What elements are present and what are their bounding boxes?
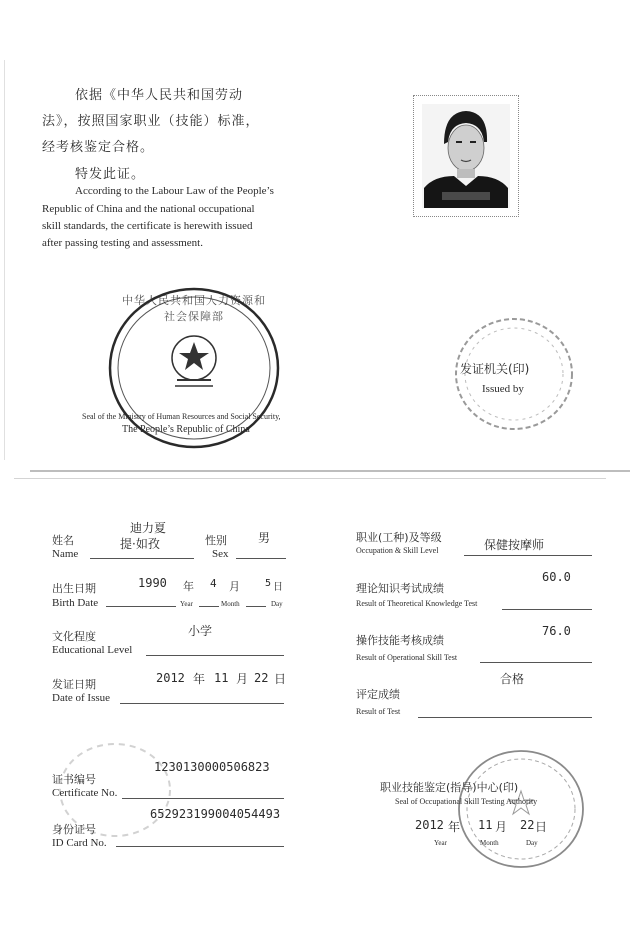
- occupation-label-en: Occupation & Skill Level: [356, 546, 439, 555]
- birth-label-en: Birth Date: [52, 597, 99, 609]
- skill-underline: [480, 662, 592, 663]
- theory-label-cn: 理论知识考试成绩: [356, 582, 444, 595]
- sex-label-en: Sex: [212, 548, 229, 560]
- skill-label-en: Result of Operational Skill Test: [356, 653, 458, 662]
- legal-basis-line-3: 经考核鉴定合格。: [42, 140, 155, 155]
- authority-month-cn: 月: [495, 820, 508, 834]
- education-label-cn: 文化程度: [52, 630, 96, 643]
- en-statement-line-4: after passing testing and assessment.: [42, 237, 203, 249]
- issue-day-value: 22: [254, 671, 269, 685]
- name-label-en: Name: [52, 548, 79, 560]
- evaluation-value: 合格: [500, 672, 525, 686]
- birth-year-en: Year: [180, 600, 193, 608]
- holder-photo: [413, 95, 519, 217]
- en-statement-line-2: Republic of China and the national occupational: [42, 203, 255, 215]
- authority-day-value: 22: [520, 818, 535, 832]
- issue-month-cn: 月: [236, 672, 249, 686]
- id-card-underline: [116, 846, 284, 847]
- id-card-value: 652923199004054493: [150, 807, 281, 821]
- education-underline: [146, 655, 284, 656]
- legal-basis-line-1: 依据《中华人民共和国劳动: [75, 88, 244, 103]
- cert-no-label-cn: 证书编号: [52, 773, 96, 786]
- authority-month-en: Month: [480, 839, 499, 847]
- skill-value: 76.0: [542, 624, 571, 638]
- issue-date-label-cn: 发证日期: [52, 678, 96, 691]
- authority-day-cn: 日: [535, 820, 548, 834]
- birth-day-cn: 日: [273, 582, 283, 593]
- authority-year-en: Year: [434, 839, 447, 847]
- authority-label-cn: 职业技能鉴定(指导)中心(印): [380, 781, 519, 794]
- birth-year-cn: 年: [183, 580, 194, 593]
- birth-month-value: 4: [210, 577, 217, 590]
- issue-date-label-en: Date of Issue: [52, 692, 111, 704]
- name-label-cn: 姓名: [52, 534, 74, 547]
- birth-day-underline: [246, 606, 266, 607]
- authority-year-value: 2012: [415, 818, 444, 832]
- ministry-seal-caption-1: Seal of the Ministry of Human Resources and Social Security,: [82, 412, 281, 421]
- sex-underline: [236, 558, 286, 559]
- name-underline: [90, 558, 194, 559]
- skill-label-cn: 操作技能考核成绩: [356, 634, 444, 647]
- person-portrait-icon: [414, 96, 518, 216]
- theory-label-en: Result of Theoretical Knowledge Test: [356, 599, 478, 608]
- name-value-line-1: 迪力夏: [130, 521, 167, 535]
- id-card-label-en: ID Card No.: [52, 837, 107, 849]
- en-statement-line-3: skill standards, the certificate is herewith issued: [42, 220, 253, 232]
- birth-day-en: Day: [271, 600, 283, 608]
- birth-label-cn: 出生日期: [52, 582, 96, 595]
- evaluation-label-cn: 评定成绩: [356, 688, 400, 701]
- sex-label-cn: 性别: [205, 534, 227, 547]
- issue-day-cn: 日: [274, 672, 287, 686]
- issue-year-cn: 年: [193, 672, 206, 686]
- birth-month-cn: 月: [229, 580, 240, 593]
- left-edge-line: [4, 60, 5, 460]
- id-card-label-cn: 身份证号: [52, 823, 96, 836]
- birth-year-underline: [106, 606, 176, 607]
- issue-statement: 特发此证。: [75, 167, 146, 182]
- theory-value: 60.0: [542, 570, 571, 584]
- authority-label-en: Seal of Occupational Skill Testing Authority: [395, 797, 538, 806]
- birth-month-underline: [199, 606, 219, 607]
- page-fold-line-lower: [14, 478, 606, 479]
- issuer-label-cn: 发证机关(印): [460, 362, 530, 376]
- evaluation-underline: [418, 717, 592, 718]
- page-fold-line: [30, 470, 630, 472]
- authority-seal: [454, 746, 588, 872]
- theory-underline: [502, 609, 592, 610]
- legal-basis-line-2: 法》，按照国家职业（技能）标准，: [42, 114, 260, 129]
- occupation-value: 保健按摩师: [484, 538, 545, 552]
- name-value-line-2: 提·如孜: [120, 537, 160, 551]
- education-value: 小学: [188, 624, 213, 638]
- sex-value: 男: [258, 531, 271, 545]
- birth-year-value: 1990: [138, 576, 167, 590]
- authority-month-value: 11: [478, 818, 493, 832]
- issue-date-underline: [120, 703, 284, 704]
- evaluation-label-en: Result of Test: [356, 707, 401, 716]
- occupation-underline: [464, 555, 592, 556]
- ministry-seal-caption-2: The People’s Republic of China: [122, 424, 250, 435]
- issue-month-value: 11: [214, 671, 229, 685]
- ministry-seal-text: 中华人民共和国人力资源和社会保障部: [122, 294, 266, 323]
- birth-day-value: 5: [265, 578, 272, 589]
- cert-no-underline: [122, 798, 284, 799]
- issuer-label-en: Issued by: [482, 383, 524, 395]
- issue-year-value: 2012: [156, 671, 185, 685]
- authority-year-cn: 年: [448, 820, 461, 834]
- birth-month-en: Month: [221, 600, 240, 608]
- en-statement-line-1: According to the Labour Law of the People’s: [75, 185, 274, 197]
- authority-day-en: Day: [526, 839, 538, 847]
- cert-no-label-en: Certificate No.: [52, 787, 118, 799]
- occupation-label-cn: 职业(工种)及等级: [356, 531, 442, 544]
- cert-no-value: 1230130000506823: [154, 760, 270, 774]
- education-label-en: Educational Level: [52, 644, 133, 656]
